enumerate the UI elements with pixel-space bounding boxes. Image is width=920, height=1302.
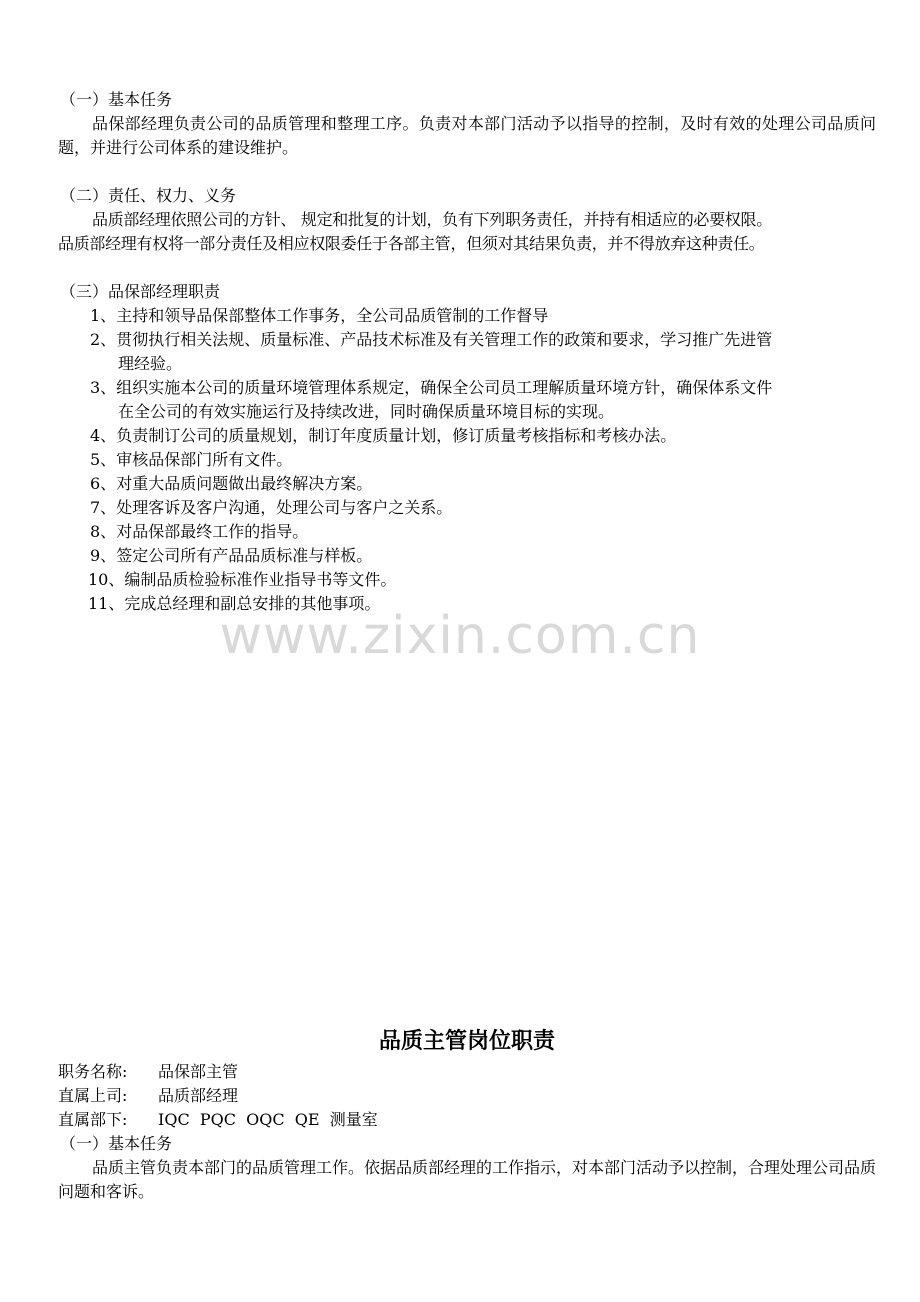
list-item-number: 4、 bbox=[90, 426, 117, 445]
section-heading-basic-task-2: （一）基本任务 bbox=[60, 1134, 173, 1153]
duty-list bbox=[58, 304, 876, 616]
section-heading-responsibility: （二）责任、权力、义务 bbox=[60, 186, 237, 205]
list-item bbox=[58, 424, 876, 448]
paragraph-responsibility-line-1: 品质部经理依照公司的方针、 规定和批复的计划，负有下列职务责任，并持有相适应的必要权限。 bbox=[92, 210, 772, 229]
list-item bbox=[58, 304, 876, 328]
field-label: 直属部下: bbox=[58, 1110, 128, 1129]
paragraph-basic-task: 品保部经理负责公司的品质管理和整理工序。负责对本部门活动予以指导的控制，及时有效的处理公司品质问题，并进行公司体系的建设维护。 bbox=[58, 114, 876, 157]
list-item-number: 11、 bbox=[88, 594, 125, 613]
document-title: 品质主管岗位职责 bbox=[378, 1029, 555, 1054]
document-part-1 bbox=[58, 88, 876, 616]
list-item-number: 3、 bbox=[90, 378, 117, 397]
list-item bbox=[58, 496, 876, 520]
list-item-continuation: 理经验。 bbox=[118, 354, 183, 373]
list-item-text: 对重大品质问题做出最终解决方案。 bbox=[116, 474, 373, 493]
watermark: www.zixin.com.cn bbox=[219, 606, 701, 666]
spacer bbox=[58, 256, 876, 280]
field-row-job-title bbox=[58, 1060, 876, 1084]
field-value: 品质部经理 bbox=[158, 1086, 239, 1105]
list-item-text: 对品保部最终工作的指导。 bbox=[116, 522, 309, 541]
field-label: 职务名称: bbox=[58, 1062, 128, 1081]
list-item-text: 完成总经理和副总安排的其他事项。 bbox=[124, 594, 381, 613]
list-item-number: 10、 bbox=[88, 570, 125, 589]
list-item bbox=[58, 448, 876, 472]
list-item-number: 1、 bbox=[90, 306, 117, 325]
list-item bbox=[58, 376, 876, 424]
field-row-superior bbox=[58, 1084, 876, 1108]
list-item-text: 签定公司所有产品品质标准与样板。 bbox=[116, 546, 373, 565]
list-item-number: 5、 bbox=[90, 450, 117, 469]
list-item-text: 编制品质检验标准作业指导书等文件。 bbox=[124, 570, 397, 589]
list-item-text: 贯彻执行相关法规、质量标准、产品技术标准及有关管理工作的政策和要求，学习推广先进管 bbox=[116, 330, 773, 349]
list-item bbox=[58, 472, 876, 496]
list-item bbox=[58, 544, 876, 568]
paragraph-responsibility-line-2: 品质部经理有权将一部分责任及相应权限委任于各部主管，但须对其结果负责，并不得放弃这种责任。 bbox=[58, 234, 765, 253]
paragraph-basic-task-2: 品质主管负责本部门的品质管理工作。依据品质部经理的工作指示，对本部门活动予以控制，合理处理公司品质问题和客诉。 bbox=[58, 1158, 877, 1201]
list-item-number: 6、 bbox=[90, 474, 117, 493]
list-item bbox=[58, 520, 876, 544]
field-value: IQC PQC OQC QE 测量室 bbox=[158, 1110, 378, 1129]
list-item-continuation: 在全公司的有效实施运行及持续改进，同时确保质量环境目标的实现。 bbox=[118, 402, 615, 421]
list-item bbox=[58, 328, 876, 376]
list-item bbox=[58, 568, 876, 592]
field-value: 品保部主管 bbox=[158, 1062, 239, 1081]
field-label: 直属上司: bbox=[58, 1086, 128, 1105]
section-heading-duties: （三）品保部经理职责 bbox=[60, 282, 221, 301]
spacer bbox=[58, 160, 876, 184]
section-heading-basic-task: （一）基本任务 bbox=[60, 90, 173, 109]
document-part-2 bbox=[58, 1026, 876, 1204]
list-item-text: 负责制订公司的质量规划，制订年度质量计划，修订质量考核指标和考核办法。 bbox=[116, 426, 677, 445]
list-item-text: 主持和领导品保部整体工作事务，全公司品质管制的工作督导 bbox=[116, 306, 549, 325]
list-item-number: 9、 bbox=[90, 546, 117, 565]
list-item-text: 处理客诉及客户沟通，处理公司与客户之关系。 bbox=[116, 498, 453, 517]
list-item-text: 组织实施本公司的质量环境管理体系规定，确保全公司员工理解质量环境方针，确保体系文件 bbox=[116, 378, 773, 397]
list-item-number: 7、 bbox=[90, 498, 117, 517]
list-item-text: 审核品保部门所有文件。 bbox=[116, 450, 293, 469]
list-item-number: 8、 bbox=[90, 522, 117, 541]
field-row-subordinates bbox=[58, 1108, 876, 1132]
list-item-number: 2、 bbox=[90, 330, 117, 349]
